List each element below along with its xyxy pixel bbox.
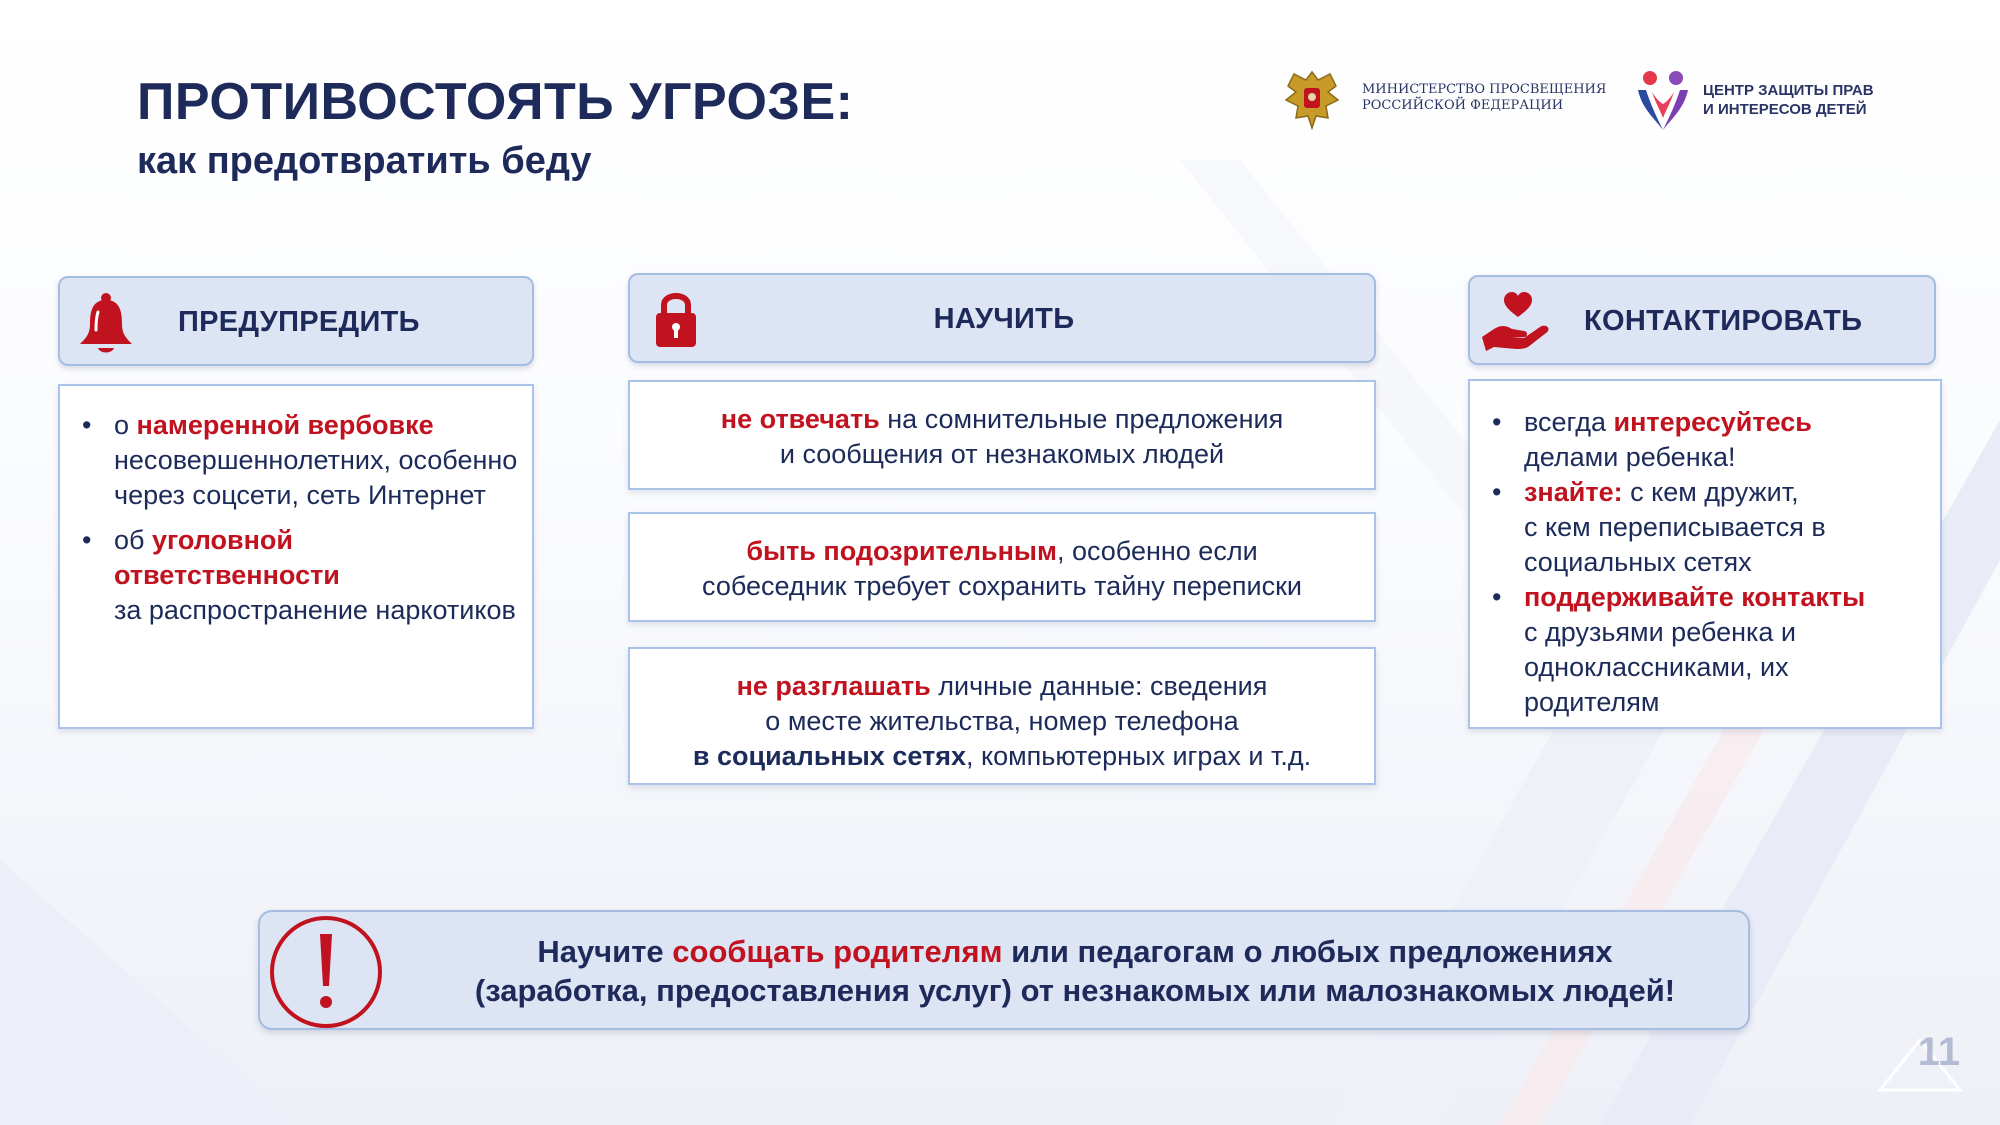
item-highlight: уголовной ответственности xyxy=(114,525,340,590)
item-highlight: поддерживайте контакты xyxy=(1524,582,1866,612)
coat-of-arms-icon xyxy=(1280,66,1344,132)
exclamation-icon xyxy=(268,916,384,1028)
item-highlight: интересуйтесь xyxy=(1613,407,1812,437)
teach-label: НАУЧИТЬ xyxy=(933,303,1075,335)
teach-card-3 xyxy=(628,647,1376,785)
item-text: за распространение наркотиков xyxy=(114,595,516,625)
list-item xyxy=(1470,580,1930,720)
ministry-logo-text xyxy=(1362,82,1606,114)
item-highlight: знайте: xyxy=(1524,477,1623,507)
center-line-2: И ИНТЕРЕСОВ ДЕТЕЙ xyxy=(1703,101,1867,118)
item-highlight: намеренной вербовке xyxy=(136,410,434,440)
item-inline: с кем дружит, xyxy=(1622,477,1799,507)
card-line-2: и сообщения от незнакомых людей xyxy=(779,439,1225,469)
card-line-2: о месте жительства, номер телефона xyxy=(765,706,1239,736)
heart-hand-icon xyxy=(1480,291,1554,351)
teach-header xyxy=(628,273,1376,363)
ministry-line-1: МИНИСТЕРСТВО ПРОСВЕЩЕНИЯ xyxy=(1362,82,1607,97)
center-line-1: ЦЕНТР ЗАЩИТЫ ПРАВ xyxy=(1703,82,1874,99)
item-prefix: об xyxy=(114,525,152,555)
bell-icon xyxy=(76,290,136,356)
center-logo-icon xyxy=(1632,64,1694,134)
list-item xyxy=(60,408,520,513)
call-to-action-box xyxy=(258,910,1750,1030)
card-bold: в социальных сетях xyxy=(692,741,966,771)
card-line-1 xyxy=(630,669,1374,704)
note-line-2: (заработка, предоставления услуг) от незнакомых или малознакомых людей! xyxy=(474,973,1676,1008)
note-text xyxy=(410,932,1740,1010)
note-line-1 xyxy=(410,932,1740,971)
item-text: с кем переписывается в социальных сетях xyxy=(1524,512,1826,577)
card-highlight: не отвечать xyxy=(720,404,880,434)
item-text: с друзьями ребенка и одноклассниками, их родителям xyxy=(1524,617,1797,717)
note-part-1: Научите xyxy=(537,934,673,969)
warn-label: ПРЕДУПРЕДИТЬ xyxy=(178,306,420,338)
teach-card-2 xyxy=(628,512,1376,622)
list-item xyxy=(1470,405,1930,475)
list-item xyxy=(60,523,520,628)
card-text: на сомнительные предложения xyxy=(879,404,1284,434)
contact-box xyxy=(1468,379,1942,729)
card-text: личные данные: сведения xyxy=(930,671,1268,701)
note-highlight: сообщать родителям xyxy=(672,934,1003,969)
card-highlight: не разглашать xyxy=(736,671,931,701)
card-line-2: собеседник требует сохранить тайну переписки xyxy=(702,571,1302,601)
warn-header xyxy=(58,276,534,366)
contact-list xyxy=(1470,405,1930,720)
note-part-2: или педагогам о любых предложениях xyxy=(1002,934,1613,969)
teach-card-1 xyxy=(628,380,1376,490)
contact-label: КОНТАКТИРОВАТЬ xyxy=(1584,305,1863,337)
card-highlight: быть подозрительным xyxy=(746,536,1057,566)
card-line-1 xyxy=(630,534,1374,569)
card-line-3 xyxy=(630,739,1374,774)
item-prefix: о xyxy=(114,410,137,440)
card-text: , особенно если xyxy=(1056,536,1258,566)
item-text: несовершеннолетних, особенно через соцсети, сеть Интернет xyxy=(114,445,518,510)
page-number: 11 xyxy=(1917,1030,1960,1074)
item-text: делами ребенка! xyxy=(1524,442,1736,472)
contact-header xyxy=(1468,275,1936,365)
warn-box xyxy=(58,384,534,729)
warn-list xyxy=(60,408,520,628)
center-logo-text xyxy=(1703,81,1874,119)
card-tail: , компьютерных играх и т.д. xyxy=(965,741,1312,771)
card-line-1 xyxy=(630,402,1374,437)
ministry-line-2: РОССИЙСКОЙ ФЕДЕРАЦИИ xyxy=(1362,98,1564,113)
page-title: ПРОТИВОСТОЯТЬ УГРОЗЕ: xyxy=(137,73,854,131)
list-item xyxy=(1470,475,1930,580)
page-subtitle: как предотвратить беду xyxy=(137,140,592,182)
item-prefix: всегда xyxy=(1524,407,1614,437)
